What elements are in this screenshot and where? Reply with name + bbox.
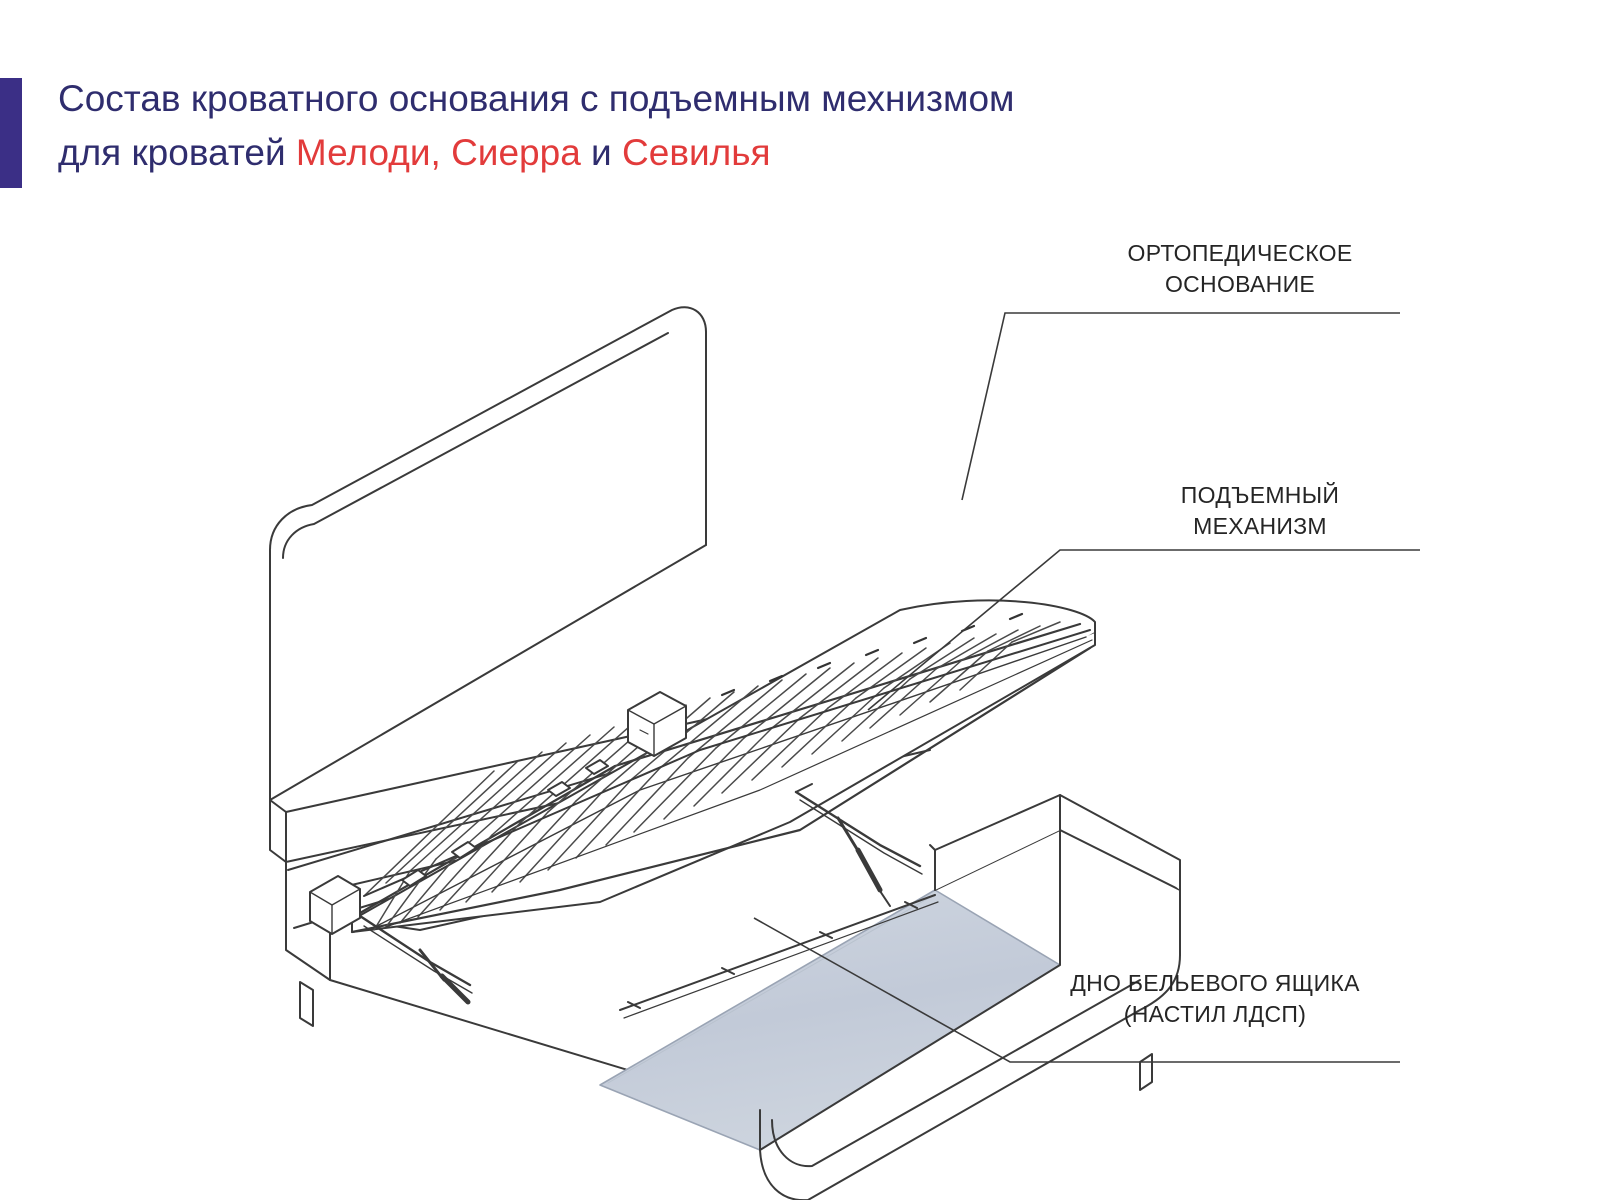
- bed-diagram: [0, 190, 1600, 1200]
- title-line-2-prefix: для кроватей: [58, 131, 296, 173]
- callout-orthopedic-base: [1075, 238, 1405, 300]
- bed-diagram-svg: [0, 190, 1600, 1200]
- callout-orthopedic-base-line1: ОРТОПЕДИЧЕСКОЕ: [1127, 240, 1353, 266]
- title-models-1: Мелоди, Сиерра: [295, 131, 581, 173]
- title-line-2: [58, 126, 1358, 180]
- leader-line-ortho: [962, 313, 1400, 500]
- title-line-1: Состав кроватного основания с подъемным мехнизмом: [58, 78, 1015, 119]
- callout-orthopedic-base-line2: ОСНОВАНИЕ: [1164, 271, 1316, 298]
- callout-lifting-mechanism: [1095, 480, 1425, 542]
- page-title: [58, 72, 1358, 179]
- callout-storage-bottom-line1: ДНО БЕЛЬЕВОГО ЯЩИКА: [1070, 970, 1360, 996]
- callout-storage-bottom-line2: (НАСТИЛ ЛДСП): [1123, 1001, 1307, 1028]
- callout-lifting-mechanism-line2: МЕХАНИЗМ: [1193, 513, 1327, 540]
- callout-lifting-mechanism-line1: ПОДЪЕМНЫЙ: [1180, 482, 1340, 508]
- title-line-2-mid: и: [580, 131, 623, 173]
- callout-storage-bottom: [1005, 968, 1425, 1030]
- title-accent-bar: [0, 78, 22, 188]
- title-model-3: Севилья: [622, 131, 771, 173]
